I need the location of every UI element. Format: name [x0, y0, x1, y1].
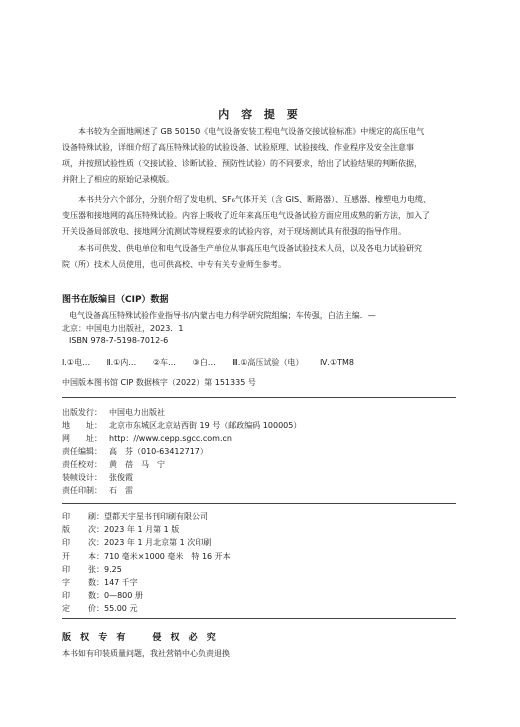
abstract-line: 院（所）技术人员使用，也可供高校、中专有关专业师生参考。 [62, 260, 286, 269]
abstract-line: 本书共分六个部分，分别介绍了发电机、SF₆气体开关（含 GIS、断路器）、互感器、橡塑电力电缆、 [78, 195, 432, 204]
cip-classification [62, 357, 368, 368]
printing-specs [62, 510, 231, 616]
spec-value: 数：147 千字 [88, 578, 138, 588]
cip-title: 图书在版编目（CIP）数据 [62, 295, 169, 305]
abstract-line: 项，并按照试验性质（交接试验、诊断试验、预防性试验）的不同要求，给出了试验结果的判断依据， [62, 159, 422, 168]
cip-isbn: ISBN 978-7-5198-7012-6 [69, 336, 169, 345]
cip-line-2: 北京：中国电力出版社，2023．1 [62, 324, 184, 333]
spec-value: 数：0—800 册 [88, 591, 143, 601]
publisher-key: 责任编辑： [62, 447, 102, 456]
spec-key: 印 [62, 538, 70, 548]
cip-class-item: Ⅰ.①电… [62, 358, 91, 367]
spec-key: 印 [62, 512, 70, 521]
publisher-row [62, 471, 301, 484]
spec-value: 次：2023 年 1 月北京第 1 次印刷 [88, 538, 212, 548]
spec-key: 印 [62, 564, 70, 574]
spec-key: 版 [62, 525, 70, 535]
spec-row [62, 523, 231, 536]
spec-key: 字 [62, 578, 70, 588]
publisher-value: 高 芬（010-63412717） [109, 447, 208, 456]
publisher-row [62, 406, 301, 419]
spec-value: 本：710 毫米×1000 毫米 特 16 开本 [88, 551, 231, 561]
spec-row [62, 576, 231, 589]
rights-title: 版 权 专 有 侵 权 必 究 [62, 633, 219, 643]
publisher-row [62, 432, 301, 445]
publisher-key: 责任校对： [62, 460, 102, 469]
spec-key: 定 [62, 604, 70, 614]
publisher-row [62, 458, 301, 471]
abstract-line: 变压器和接地网的高压特殊试验。内容上吸收了近年来高压电气设备试验方面应用成熟的新方法，加入了 [62, 211, 430, 220]
spec-value: 次：2023 年 1 月第 1 版 [88, 525, 180, 535]
publisher-value: 张俊霞 [109, 473, 133, 482]
publisher-key: 出版发行： [62, 408, 102, 417]
publisher-key: 装帧设计： [62, 473, 102, 482]
abstract-line: 开关设备局部放电、接地网分流测试等规程要求的试验内容，对于现场测试具有很强的指导作用。 [62, 227, 406, 236]
spec-value: 刷：望都天宇星书刊印刷有限公司 [88, 512, 208, 521]
spec-row [62, 550, 231, 563]
divider [62, 618, 456, 619]
spec-value: 张：9.25 [88, 564, 122, 574]
publisher-key: 责任印制： [62, 486, 102, 495]
abstract-paragraph-2 [62, 192, 458, 240]
cip-class-item: Ⅳ.①TM8 [320, 358, 355, 367]
cip-class-item: Ⅲ.①高压试验（电） [232, 358, 304, 367]
abstract-line: 本书可供发、供电单位和电气设备生产单位从事高压电气设备试验技术人员，以及各电力试验研究 [78, 244, 422, 253]
spec-row [62, 510, 231, 523]
spec-row [62, 563, 231, 576]
abstract-line: 设备特殊试验，详细介绍了高压特殊试验的试验设备、试验原理、试验接线、作业程序及安全注意事 [62, 143, 414, 152]
cip-class-item: Ⅱ.①内… [106, 358, 137, 367]
divider [62, 503, 456, 504]
spec-row [62, 589, 231, 602]
abstract-paragraph-1 [62, 124, 458, 188]
publisher-value: http：//www.cepp.sgcc.com.cn [109, 434, 232, 443]
publisher-value: 北京市东城区北京站西街 19 号（邮政编码 100005） [109, 421, 302, 430]
divider [62, 397, 456, 398]
rights-text: 本书如有印装质量问题，我社营销中心负责退换 [62, 649, 230, 658]
publisher-value: 黄 蓓 马 宁 [109, 460, 165, 469]
cip-class-item: ②车… [152, 358, 176, 367]
publisher-value: 石 雷 [109, 486, 133, 495]
cip-class-item: ③白… [192, 358, 216, 367]
publisher-row [62, 419, 301, 432]
spec-key: 印 [62, 591, 70, 601]
abstract-title: 内 容 提 要 [218, 108, 302, 121]
publisher-key: 地 址： [62, 421, 102, 430]
abstract-paragraph-3 [62, 241, 458, 273]
spec-value: 价：55.00 元 [88, 604, 138, 614]
abstract-line: 本书较为全面地阐述了 GB 50150《电气设备安装工程电气设备交接试验标准》中规定的高压电气 [78, 127, 425, 136]
abstract-line: 并附上了相应的原始记录模版。 [62, 175, 174, 184]
publisher-key: 网 址： [62, 434, 102, 443]
publisher-value: 中国电力出版社 [109, 408, 165, 417]
publisher-info [62, 406, 301, 497]
spec-key: 开 [62, 551, 70, 561]
spec-row [62, 536, 231, 549]
publisher-row [62, 445, 301, 458]
cip-line-1: 电气设备高压特殊试验作业指导书/内蒙古电力科学研究院组编；车传强，白洁主编．— [69, 311, 376, 320]
cip-data-number: 中国版本图书馆 CIP 数据核字（2022）第 151335 号 [62, 378, 256, 387]
spec-row [62, 602, 231, 615]
publisher-row [62, 484, 301, 497]
